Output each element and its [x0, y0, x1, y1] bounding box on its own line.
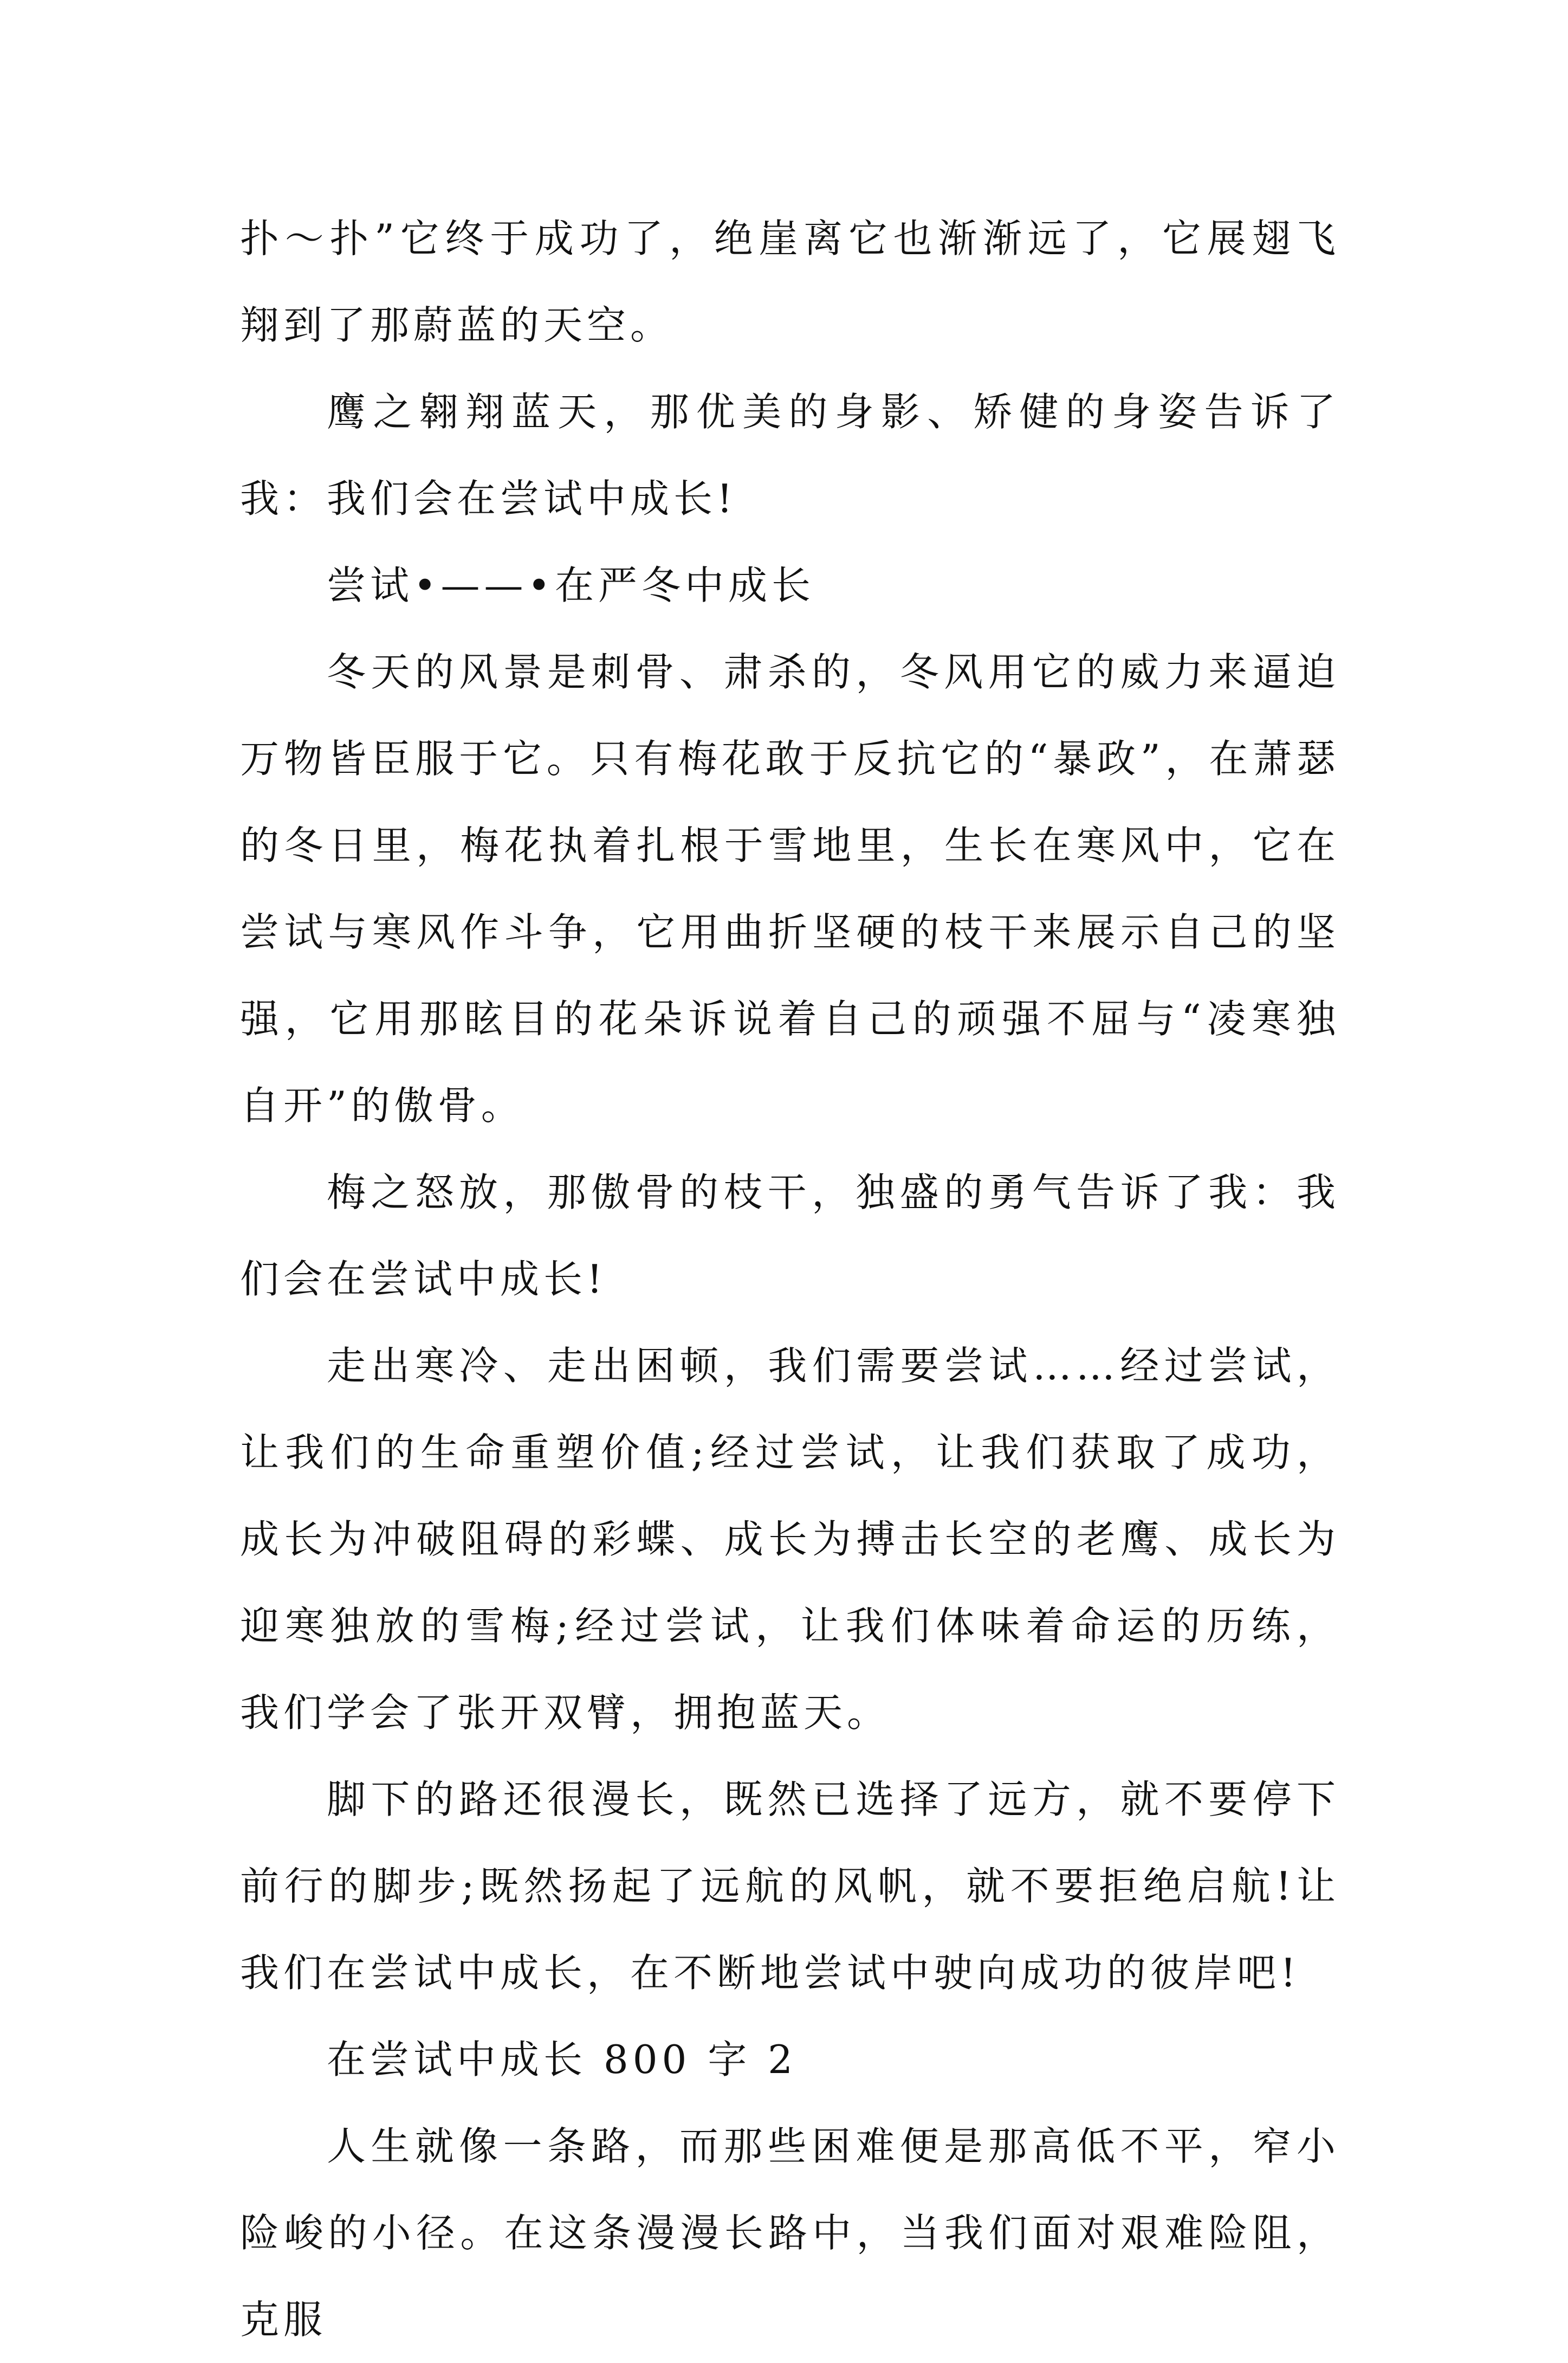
article-title: 在尝试中成长 800 字 2	[327, 2037, 797, 2082]
paragraph: 鹰之翱翔蓝天，那优美的身影、矫健的身姿告诉了我：我们会在尝试中成长!	[240, 389, 1340, 521]
section-heading: 尝试•——•在严冬中成长	[327, 563, 815, 608]
paragraph: 冬天的风景是刺骨、肃杀的，冬风用它的威力来逼迫万物皆臣服于它。只有梅花敢于反抗它的“暴政”，在萧瑟的冬日里，梅花执着扎根于雪地里，生长在寒风中，它在尝试与寒风作斗争，它用曲折坚硬的枝干来展示自己的坚强，它用那眩目的花朵诉说着自己的顽强不屈与“凌寒独自开”的傲骨。	[240, 649, 1340, 1128]
paragraph: 人生就像一条路，而那些困难便是那高低不平，窄小险峻的小径。在这条漫漫长路中，当我们面对艰难险阻，克服	[240, 2123, 1340, 2342]
document-body	[240, 195, 1340, 2363]
paragraph: 梅之怒放，那傲骨的枝干，独盛的勇气告诉了我：我们会在尝试中成长!	[240, 1170, 1340, 1302]
paragraph: 脚下的路还很漫长，既然已选择了远方，就不要停下前行的脚步;既然扬起了远航的风帆，就不要拒绝启航!让我们在尝试中成长，在不断地尝试中驶向成功的彼岸吧!	[240, 1777, 1340, 1996]
paragraph: 走出寒冷、走出困顿，我们需要尝试……经过尝试，让我们的生命重塑价值;经过尝试，让我们获取了成功，成长为冲破阻碍的彩蝶、成长为搏击长空的老鹰、成长为迎寒独放的雪梅;经过尝试，让我们体味着命运的历练，我们学会了张开双臂，拥抱蓝天。	[240, 1343, 1340, 1735]
paragraph-continuation: 扑～扑”它终于成功了，绝崖离它也渐渐远了，它展翅飞翔到了那蔚蓝的天空。	[240, 216, 1340, 348]
